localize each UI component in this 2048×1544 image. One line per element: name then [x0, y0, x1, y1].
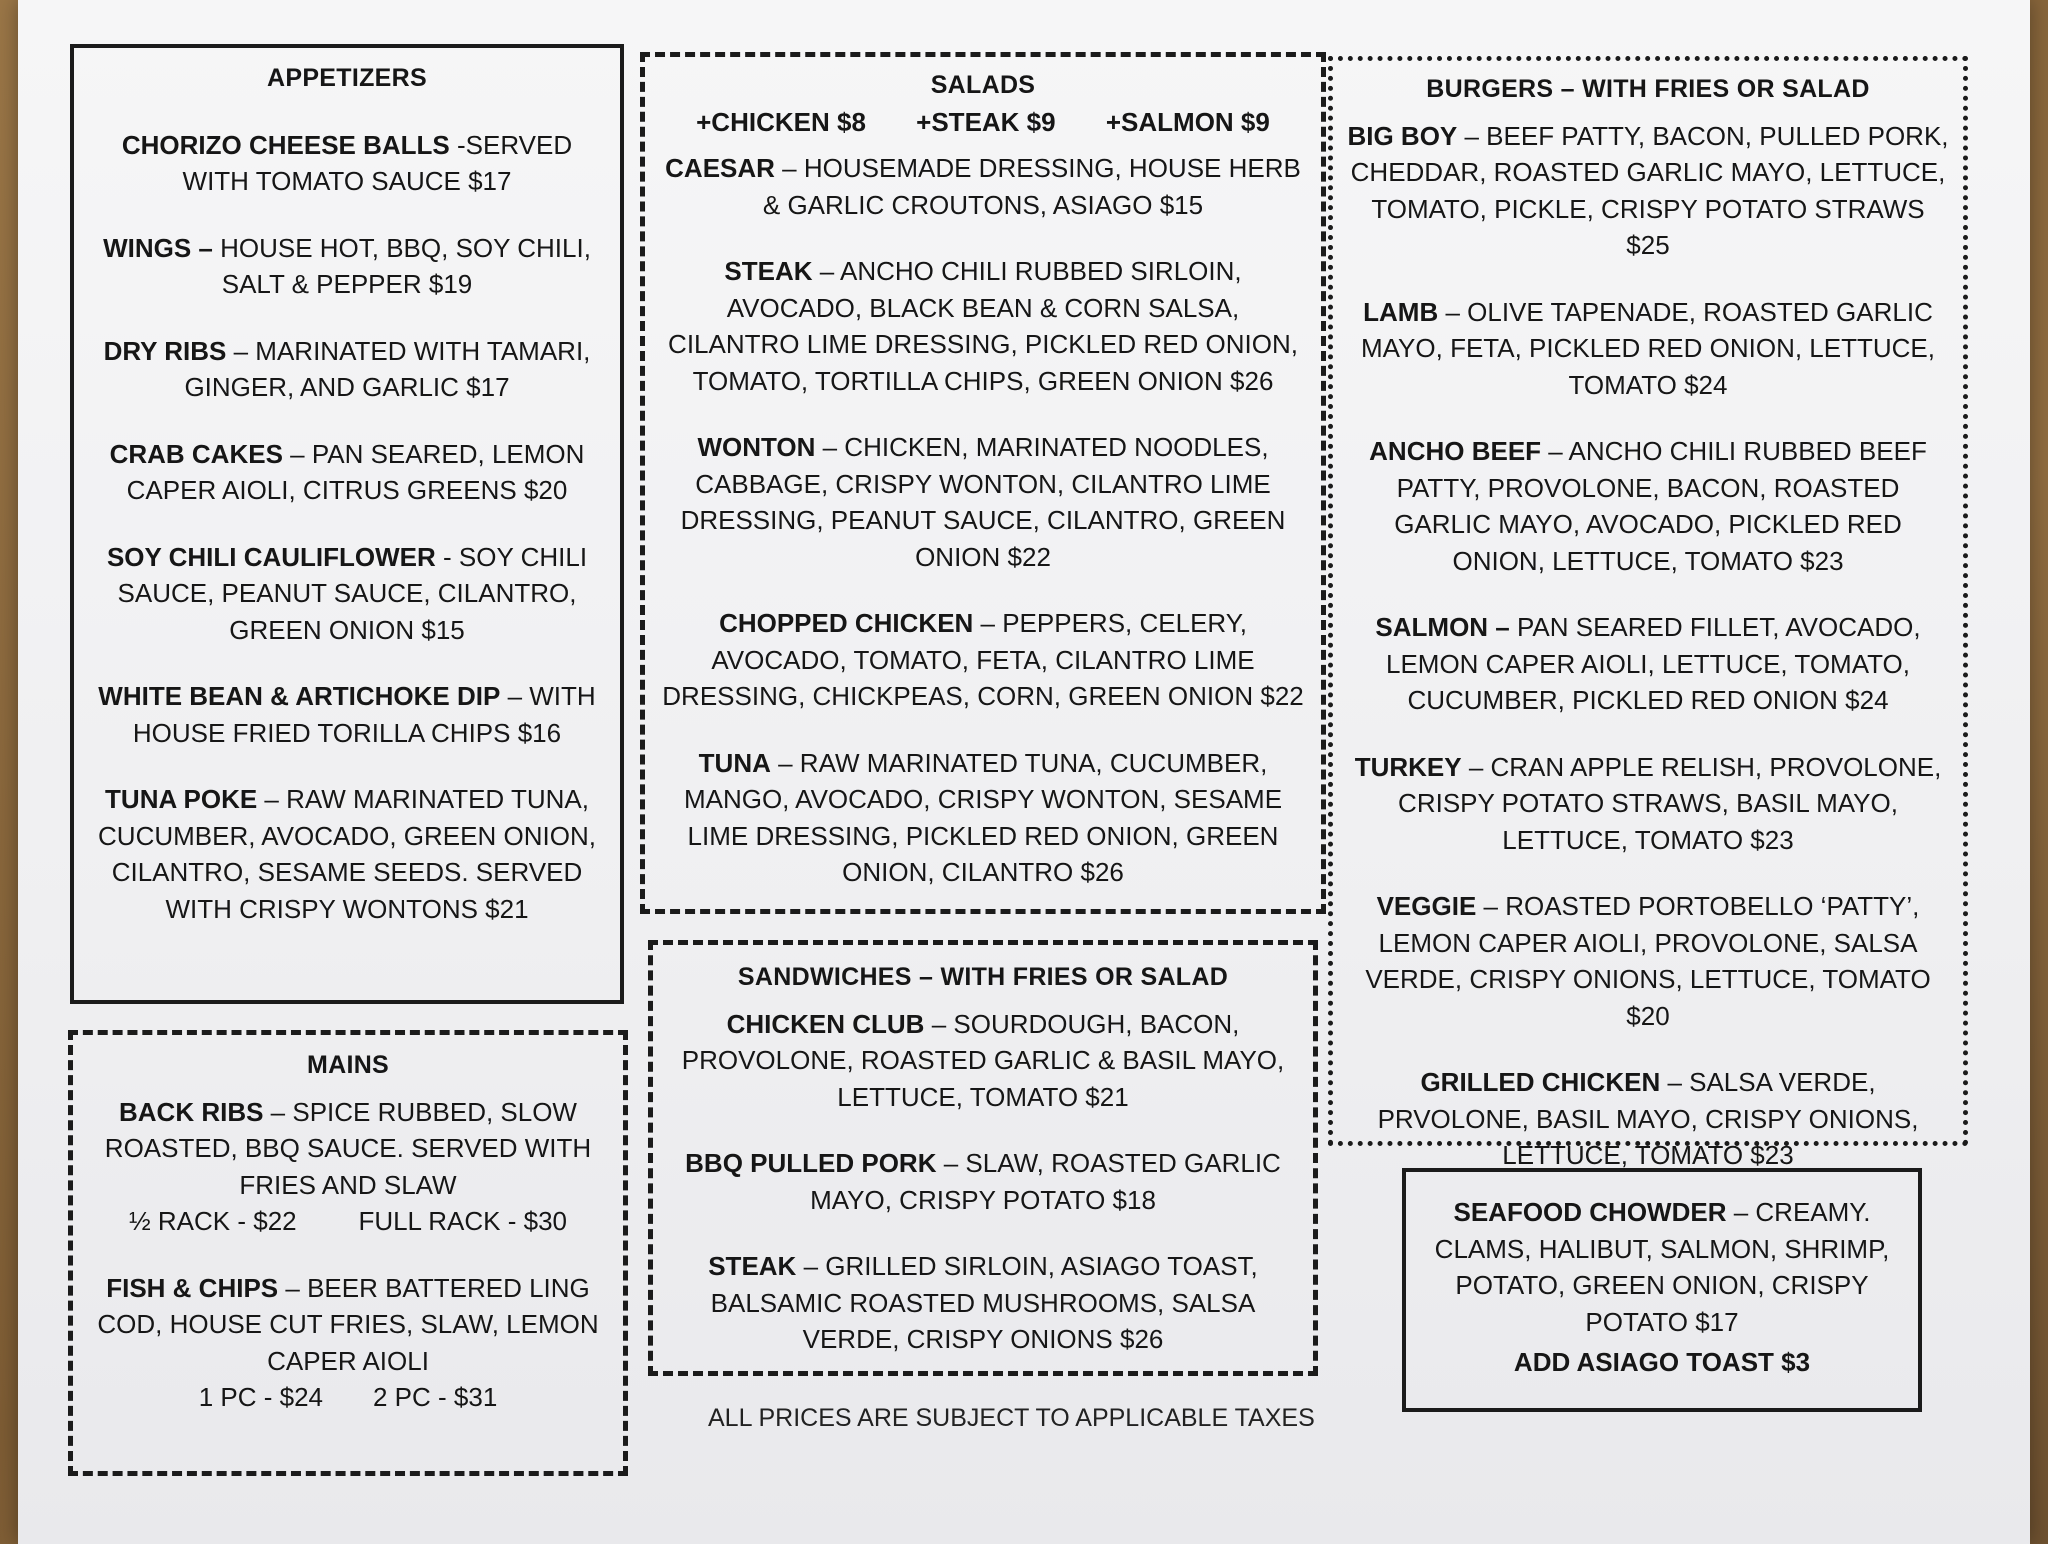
item-desc: – PEPPERS, CELERY, AVOCADO, TOMATO, FETA, CILANTRO LIME DRESSING, CHICKPEAS, CORN, GREEN ONION $22 [662, 608, 1304, 711]
chowder-section [1402, 1168, 1922, 1412]
burgers-list [1347, 118, 1949, 1174]
item-name: SEAFOOD CHOWDER [1453, 1197, 1727, 1227]
salads-section [640, 52, 1326, 914]
item-name: CAESAR [665, 153, 775, 183]
sandwiches-section [648, 940, 1318, 1376]
item-desc: – CHICKEN, MARINATED NOODLES, CABBAGE, CRISPY WONTON, CILANTRO LIME DRESSING, PEANUT SAUCE, CILANTRO, GREEN ONION $22 [680, 432, 1286, 572]
item-name: WHITE BEAN & ARTICHOKE DIP [98, 681, 501, 711]
menu-item [661, 429, 1305, 575]
item-desc: – WITH HOUSE FRIED TORILLA CHIPS $16 [132, 681, 596, 748]
item-name: BACK RIBS [119, 1096, 264, 1127]
item-name: BBQ PULLED PORK [685, 1148, 937, 1178]
menu-item [92, 333, 602, 406]
menu-item [1347, 433, 1949, 579]
item-desc: – MARINATED WITH TAMARI, GINGER, AND GARLIC $17 [184, 335, 591, 402]
menu-item-fish-chips [89, 1270, 607, 1416]
one-piece-price: 1 PC - $24 [198, 1382, 323, 1412]
item-name: WONTON [697, 432, 816, 462]
item-desc: – SALSA VERDE, PRVOLONE, BASIL MAYO, CRISPY ONIONS, LETTUCE, TOMATO $23 [1377, 1067, 1919, 1170]
item-desc: HOUSE HOT, BBQ, SOY CHILI, SALT & PEPPER $19 [212, 232, 591, 299]
menu-item [92, 539, 602, 649]
salads-list [661, 150, 1305, 891]
item-name: VEGGIE [1376, 891, 1477, 921]
item-desc: – SPICE RUBBED, SLOW ROASTED, BBQ SAUCE. SERVED WITH FRIES AND SLAW [104, 1096, 592, 1200]
item-name: TUNA POKE [105, 784, 258, 814]
sandwiches-heading: SANDWICHES – WITH FRIES OR SALAD [737, 963, 1229, 991]
menu-item-seafood-chowder [1424, 1194, 1900, 1340]
item-name: WINGS – [103, 232, 213, 263]
menu-item [92, 436, 602, 509]
item-name: SALMON – [1375, 612, 1510, 642]
item-desc: – BEEF PATTY, BACON, PULLED PORK, CHEDDAR, ROASTED GARLIC MAYO, LETTUCE, TOMATO, PICKLE, CRISPY POTATO STRAWS $25 [1350, 120, 1949, 260]
menu-item [669, 1006, 1297, 1116]
item-desc: – SLAW, ROASTED GARLIC MAYO, CRISPY POTATO $18 [810, 1148, 1281, 1215]
menu-item [1347, 749, 1949, 859]
item-desc: – CRAN APPLE RELISH, PROVOLONE, CRISPY POTATO STRAWS, BASIL MAYO, LETTUCE, TOMATO $23 [1398, 751, 1942, 855]
menu-item-back-ribs [89, 1094, 607, 1240]
item-desc: – BEER BATTERED LING COD, HOUSE CUT FRIES, SLAW, LEMON CAPER AIOLI [97, 1272, 599, 1376]
item-desc: – RAW MARINATED TUNA, CUCUMBER, AVOCADO, GREEN ONION, CILANTRO, SESAME SEEDS. SERVED WITH CRISPY WONTONS $21 [98, 784, 596, 924]
appetizers-section [70, 44, 624, 1004]
item-name: STEAK [708, 1251, 797, 1281]
burgers-section [1328, 56, 1968, 1170]
menu-item [661, 745, 1305, 891]
item-name: ANCHO BEEF [1369, 436, 1542, 466]
item-name: DRY RIBS [103, 335, 227, 366]
item-desc: – GRILLED SIRLOIN, ASIAGO TOAST, BALSAMIC ROASTED MUSHROOMS, SALSA VERDE, CRISPY ONIONS $26 [710, 1251, 1258, 1354]
item-name: GRILLED CHICKEN [1420, 1067, 1661, 1097]
menu-item [661, 605, 1305, 715]
menu-item [1347, 294, 1949, 404]
menu-item [1347, 1064, 1949, 1174]
item-name: BIG BOY [1347, 120, 1458, 151]
menu-item [1347, 609, 1949, 719]
item-desc: – OLIVE TAPENADE, ROASTED GARLIC MAYO, FETA, PICKLED RED ONION, LETTUCE, TOMATO $24 [1360, 296, 1935, 400]
item-name: LAMB [1363, 296, 1439, 327]
tax-note: ALL PRICES ARE SUBJECT TO APPLICABLE TAXES [708, 1404, 1315, 1432]
mains-heading: MAINS [306, 1051, 390, 1079]
menu-item [1347, 118, 1949, 264]
item-name: TUNA [698, 747, 771, 778]
appetizers-heading: APPETIZERS [267, 64, 427, 92]
item-desc: – CREAMY. CLAMS, HALIBUT, SALMON, SHRIMP, POTATO, GREEN ONION, CRISPY POTATO $17 [1434, 1197, 1890, 1337]
piece-prices [89, 1379, 607, 1416]
salad-addon: +STEAK $9 [916, 106, 1056, 137]
item-name: FISH & CHIPS [106, 1272, 279, 1303]
item-desc: – RAW MARINATED TUNA, CUCUMBER, MANGO, AVOCADO, CRISPY WONTON, SESAME LIME DRESSING, PICKLED RED ONION, GREEN ONION, CILANTRO $26 [683, 747, 1283, 887]
asiago-toast-addon: ADD ASIAGO TOAST $3 [1513, 1347, 1811, 1377]
appetizers-list [92, 127, 602, 928]
item-name: CHORIZO CHEESE BALLS [121, 129, 450, 160]
item-desc: - SOY CHILI SAUCE, PEANUT SAUCE, CILANTRO, GREEN ONION $15 [117, 541, 588, 645]
item-desc: – SOURDOUGH, BACON, PROVOLONE, ROASTED GARLIC & BASIL MAYO, LETTUCE, TOMATO $21 [681, 1008, 1285, 1112]
menu-item [661, 150, 1305, 223]
item-name: SOY CHILI CAULIFLOWER [106, 541, 436, 572]
menu-item [669, 1145, 1297, 1218]
sandwiches-list [669, 1006, 1297, 1358]
rack-prices [89, 1203, 607, 1240]
salad-addon: +SALMON $9 [1105, 106, 1270, 137]
item-name: STEAK [724, 256, 813, 286]
item-desc: -SERVED WITH TOMATO SAUCE $17 [182, 129, 573, 196]
menu-paper [18, 0, 2030, 1544]
salad-addons [661, 104, 1305, 141]
menu-item [92, 781, 602, 927]
item-desc: – PAN SEARED, LEMON CAPER AIOLI, CITRUS GREENS $20 [126, 438, 585, 505]
item-desc: – ANCHO CHILI RUBBED BEEF PATTY, PROVOLONE, BACON, ROASTED GARLIC MAYO, AVOCADO, PICKLED RED ONION, LETTUCE, TOMATO $23 [1394, 436, 1927, 576]
burgers-heading: BURGERS – WITH FRIES OR SALAD [1426, 75, 1870, 103]
menu-item [1347, 888, 1949, 1034]
menu-item [92, 230, 602, 303]
item-desc: – ROASTED PORTOBELLO ‘PATTY’, LEMON CAPER AIOLI, PROVOLONE, SALSA VERDE, CRISPY ONIONS, LETTUCE, TOMATO $20 [1365, 891, 1931, 1031]
item-desc: – HOUSEMADE DRESSING, HOUSE HERB & GARLIC CROUTONS, ASIAGO $15 [762, 153, 1301, 220]
item-desc: – ANCHO CHILI RUBBED SIRLOIN, AVOCADO, BLACK BEAN & CORN SALSA, CILANTRO LIME DRESSING, PICKLED RED ONION, TOMATO, TORTILLA CHIPS, GREEN ONION $26 [668, 256, 1298, 396]
menu-item [92, 678, 602, 751]
item-desc: PAN SEARED FILLET, AVOCADO, LEMON CAPER AIOLI, LETTUCE, TOMATO, CUCUMBER, PICKLED RED ONION $24 [1386, 612, 1921, 715]
full-rack-price: FULL RACK - $30 [358, 1206, 567, 1236]
salad-addon: +CHICKEN $8 [696, 106, 866, 137]
menu-item [661, 253, 1305, 399]
two-piece-price: 2 PC - $31 [373, 1382, 498, 1412]
item-name: CRAB CAKES [109, 438, 283, 469]
item-name: CHICKEN CLUB [726, 1008, 925, 1039]
item-name: TURKEY [1354, 751, 1462, 782]
menu-item [669, 1248, 1297, 1358]
mains-section [68, 1030, 628, 1476]
half-rack-price: ½ RACK - $22 [129, 1206, 297, 1236]
item-name: CHOPPED CHICKEN [719, 608, 974, 638]
menu-item [92, 127, 602, 200]
salads-heading: SALADS [930, 71, 1036, 99]
